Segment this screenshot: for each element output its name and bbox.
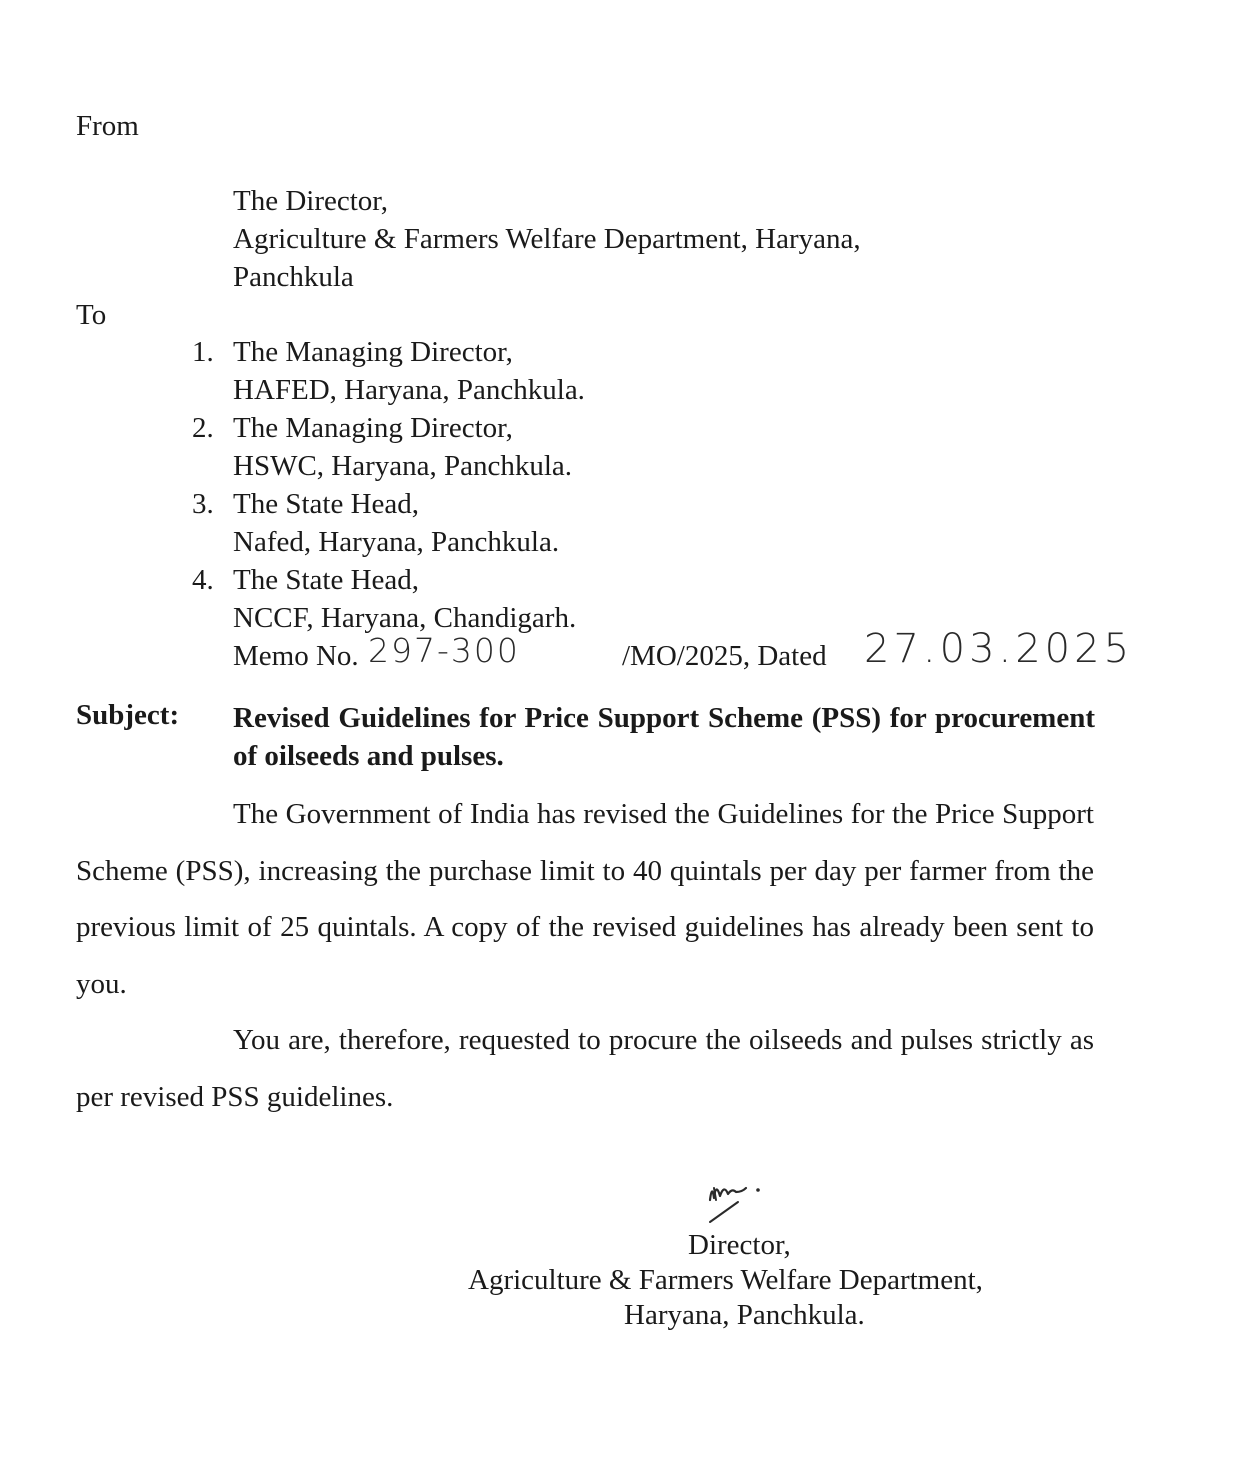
handwritten-signature: [700, 1170, 770, 1230]
to-label: To: [76, 299, 107, 331]
recipient-number: 2.: [192, 412, 214, 444]
sender-line-2: Agriculture & Farmers Welfare Department, Haryana,: [233, 223, 861, 255]
memo-handwritten-date: 27.03.2025: [864, 626, 1134, 672]
signatory-title: Director,: [688, 1229, 791, 1261]
recipient-line: NCCF, Haryana, Chandigarh.: [233, 602, 577, 634]
sender-line-1: The Director,: [233, 185, 389, 217]
recipient-line: The Managing Director,: [233, 412, 513, 444]
recipient-line: The State Head,: [233, 564, 420, 596]
recipient-number: 1.: [192, 336, 214, 368]
from-label: From: [76, 110, 139, 142]
recipient-line: The Managing Director,: [233, 336, 513, 368]
body-paragraph-1: The Government of India has revised the Guidelines for the Price Support Scheme (PSS), increasing the purchase limit to 40 quintals per day per farmer from the previous limit of 25 quintals. A copy of the revised guidelines has already been sent to you.: [76, 798, 1094, 1000]
memo-handwritten-number: 297-300: [368, 631, 520, 670]
memo-suffix: /MO/2025, Dated: [622, 640, 827, 672]
recipient-line: HAFED, Haryana, Panchkula.: [233, 374, 585, 406]
signatory-location: Haryana, Panchkula.: [624, 1299, 865, 1331]
recipient-number: 4.: [192, 564, 214, 596]
recipient-number: 3.: [192, 488, 214, 520]
signatory-department: Agriculture & Farmers Welfare Department,: [468, 1264, 983, 1296]
subject-text: Revised Guidelines for Price Support Scheme (PSS) for procurement of oilseeds and pulses.: [233, 702, 1095, 772]
recipient-line: Nafed, Haryana, Panchkula.: [233, 526, 560, 558]
body-paragraph-2: You are, therefore, requested to procure the oilseeds and pulses strictly as per revised PSS guidelines.: [76, 1024, 1094, 1113]
memo-prefix: Memo No.: [233, 640, 359, 672]
recipient-line: HSWC, Haryana, Panchkula.: [233, 450, 573, 482]
subject-label: Subject:: [76, 699, 180, 731]
recipient-line: The State Head,: [233, 488, 420, 520]
sender-line-3: Panchkula: [233, 261, 354, 293]
